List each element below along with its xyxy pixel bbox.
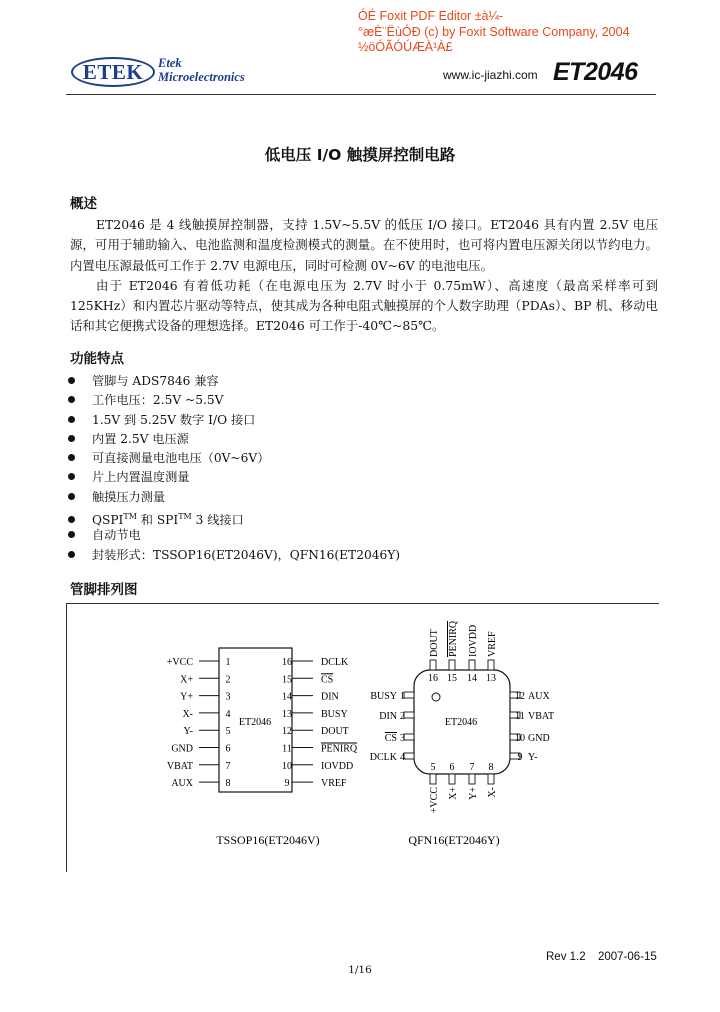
company-logo: ETEK [82, 60, 144, 84]
pin-number: 8 [225, 778, 231, 790]
company-name-line-1: Etek [158, 56, 182, 70]
pin-pad [469, 660, 475, 670]
tssop-chip-label: ET2046 [238, 717, 272, 728]
pin-name: AUX [528, 691, 550, 702]
pin-pad [488, 660, 494, 670]
pin-number: 7 [469, 762, 475, 773]
pin-name: VREF [321, 778, 347, 790]
feature-text: QSPI [92, 513, 124, 528]
pin-number: 12 [515, 691, 525, 702]
tssop16-package [167, 648, 358, 792]
pin-name: +VCC [166, 657, 193, 668]
pin-name: BUSY [321, 708, 348, 720]
pin-number: 12 [282, 726, 292, 738]
feature-text: 可直接测量电池电压（0V~6V） [92, 451, 270, 466]
pin-number: 14 [467, 673, 477, 684]
pin-number: 15 [447, 673, 457, 684]
pin-number: 15 [282, 674, 292, 686]
pin-number: 10 [515, 733, 525, 744]
pin-number: 1 [225, 657, 231, 668]
pin-name: IOVDD [321, 760, 354, 772]
pin-name: X+ [448, 787, 459, 800]
feature-text-spi: 和 SPI [136, 513, 179, 528]
pin-number: 11 [282, 743, 292, 755]
pin-name: X+ [180, 674, 193, 686]
pin-name: VREF [487, 631, 498, 657]
pin-name: X- [182, 708, 193, 720]
website-url: www.ic-jiazhi.com [443, 68, 538, 82]
pin-name: CS [321, 674, 334, 686]
overview-paragraph-2: 由于 ET2046 有着低功耗（在电源电压为 2.7V 时小于 0.75mW）、高速度（最高采样率可到 125KHz）和内置芯片驱动等特点，使其成为各种电阻式触摸屏的个人数字助理（PDAs）、BP 机、移动电话和其它便携式设备的理想选择。ET2046 可工作于-40℃~85℃。 [70, 277, 658, 334]
feature-text: 触摸压力测量 [92, 489, 166, 504]
feature-text: 工作电压：2.5V ~5.5V [92, 393, 224, 408]
pin-name: DIN [321, 691, 339, 703]
pin-name: AUX [171, 778, 193, 790]
pin-number: 2 [225, 674, 231, 686]
pin-name: X- [487, 787, 498, 798]
pin-number: 7 [225, 760, 231, 772]
pin-name: VBAT [528, 711, 555, 722]
qfn-caption: QFN16(ET2046Y) [408, 833, 500, 847]
pin-number: 11 [515, 711, 525, 722]
pin-name: Y- [528, 752, 538, 763]
pin-pad [404, 753, 414, 759]
pin-pad [488, 774, 494, 784]
feature-text: 自动节电 [92, 528, 141, 543]
watermark-line-1: ÓÉ Foxit PDF Editor ±à¼- [358, 9, 504, 23]
document-title: 低电压 I/O 触摸屏控制电路 [264, 146, 456, 164]
pin-name: IOVDD [468, 624, 479, 657]
feature-text-3wire: 3 线接口 [191, 513, 244, 528]
pin-number: 13 [486, 673, 496, 684]
qfn-chip-label: ET2046 [444, 717, 478, 728]
pin-name: DIN [379, 711, 397, 722]
pin-name: PENIRQ [321, 743, 358, 755]
pin-name: +VCC [429, 787, 440, 814]
overview-paragraph-1: ET2046 是 4 线触摸屏控制器，支持 1.5V~5.5V 的低压 I/O 接口。ET2046 具有内置 2.5V 电压源，可用于辅助输入、电池监测和温度检测模式的测量。在不使用时，也可将内置电压源关闭以节约电力。内置电压源最低可工作于 2.7V 电源电压，同时可检测 0V~6V 的电池电压。 [70, 217, 658, 273]
watermark-line-2: °æÈ¨ËùÓÐ (c) by Foxit Software Company, 2004 [358, 24, 630, 39]
pin-pad [404, 692, 414, 698]
qfn16-package [370, 620, 554, 813]
watermark-line-3: ½öÓÃÓÚÆÀ¹À£ [358, 40, 453, 54]
pin-name: GND [171, 743, 193, 755]
pin-name: DCLK [369, 752, 397, 763]
pin-pad [449, 774, 455, 784]
pin-number: 16 [282, 657, 292, 668]
trademark-superscript: TM [178, 512, 192, 522]
trademark-superscript: TM [123, 512, 137, 522]
feature-text: 1.5V 到 5.25V 数字 I/O 接口 [92, 412, 256, 427]
pin-number: 6 [449, 762, 455, 773]
feature-text: 封装形式：TSSOP16(ET2046V)，QFN16(ET2046Y) [92, 547, 401, 562]
pin-pad [404, 734, 414, 740]
pin-name: Y+ [180, 691, 193, 703]
pin-number: 5 [225, 726, 231, 738]
pin-number: 1 [400, 691, 405, 702]
pin-number: 16 [428, 673, 438, 684]
pin-number: 4 [400, 752, 405, 763]
pin-number: 6 [225, 743, 231, 755]
pin-number: 8 [488, 762, 494, 773]
pin-name: CS [384, 733, 397, 744]
part-number: ET2046 [553, 58, 638, 86]
feature-text: 内置 2.5V 电压源 [92, 431, 189, 446]
pin-pad [449, 660, 455, 670]
pin-name: DOUT [429, 629, 440, 657]
pinout-heading: 管脚排列图 [70, 582, 138, 598]
pin-name: Y- [183, 726, 193, 738]
pin-number: 14 [282, 691, 292, 703]
pin-number: 5 [430, 762, 436, 773]
pin-pad [430, 774, 436, 784]
revision: Rev 1.2 [546, 951, 586, 963]
pin-pad [404, 712, 414, 718]
pin-number: 13 [282, 708, 292, 720]
page-number: 1/16 [348, 964, 372, 976]
features-heading: 功能特点 [70, 351, 124, 367]
pin-number: 9 [284, 778, 290, 790]
revision-date: 2007-06-15 [598, 951, 657, 963]
pin-name: Y+ [468, 787, 479, 800]
pin-pad [430, 660, 436, 670]
pin-name: BUSY [370, 691, 397, 702]
pin-name: DCLK [321, 657, 349, 668]
pin-number: 4 [225, 708, 231, 720]
pin-number: 9 [517, 752, 523, 763]
pin-name: GND [528, 733, 550, 744]
tssop-caption: TSSOP16(ET2046V) [216, 833, 320, 847]
pin-name: VBAT [166, 760, 193, 772]
company-name-line-2: Microelectronics [158, 70, 245, 84]
pin1-marker-icon [432, 693, 440, 701]
pin-number: 3 [400, 733, 405, 744]
pin-number: 3 [225, 691, 231, 703]
pin-number: 2 [400, 711, 405, 722]
pin-pad [469, 774, 475, 784]
pin-number: 10 [282, 760, 292, 772]
feature-text: 片上内置温度测量 [92, 470, 190, 485]
feature-text: 管脚与 ADS7846 兼容 [92, 374, 219, 388]
pin-name: DOUT [321, 726, 349, 738]
overview-heading: 概述 [70, 196, 97, 212]
pin-name: PENIRQ [448, 620, 459, 657]
